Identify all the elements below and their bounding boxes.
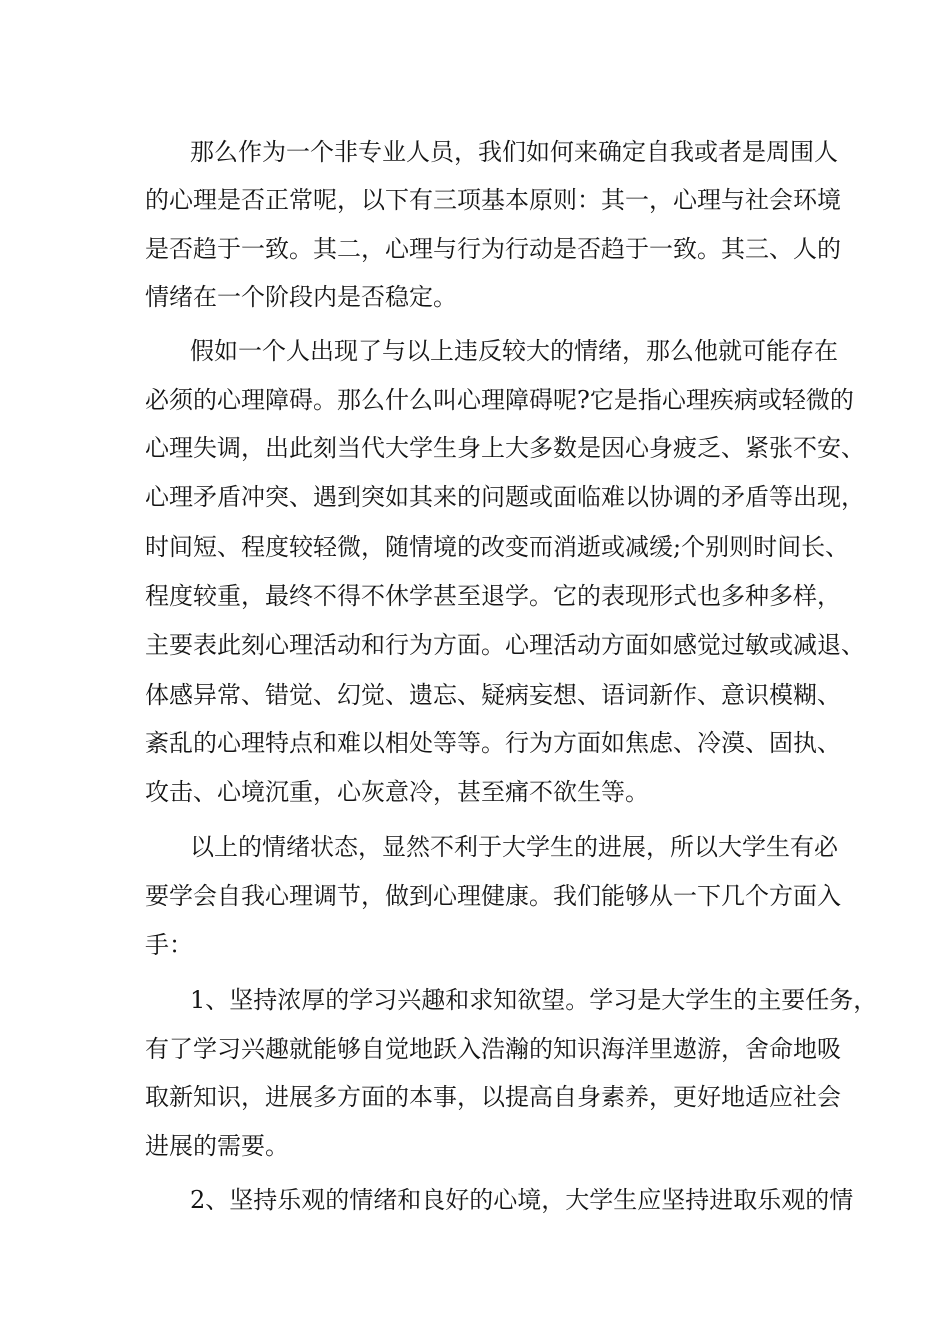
paragraph-3-line-3: 手： xyxy=(145,931,193,959)
paragraph-4-line-1: 1、坚持浓厚的学习兴趣和求知欲望。学习是大学生的主要任务， xyxy=(190,986,878,1014)
paragraph-2-line-9: 紊乱的心理特点和难以相处等等。行为方面如焦虑、冷漠、固执、 xyxy=(145,729,841,757)
paragraph-4-line-3: 取新知识，进展多方面的本事，以提高自身素养，更好地适应社会 xyxy=(145,1083,841,1111)
paragraph-2-line-4: 心理矛盾冲突、遇到突如其来的问题或面临难以协调的矛盾等出现， xyxy=(145,483,865,511)
paragraph-1-line-3: 是否趋于一致。其二，心理与行为行动是否趋于一致。其三、人的 xyxy=(145,235,841,263)
paragraph-3-line-1: 以上的情绪状态，显然不利于大学生的进展，所以大学生有必 xyxy=(190,833,838,861)
paragraph-2-line-1: 假如一个人出现了与以上违反较大的情绪，那么他就可能存在 xyxy=(190,337,838,365)
paragraph-2-line-6: 程度较重，最终不得不休学甚至退学。它的表现形式也多种多样， xyxy=(145,582,841,610)
paragraph-1-line-4: 情绪在一个阶段内是否稳定。 xyxy=(145,283,457,311)
paragraph-2-line-2: 必须的心理障碍。那么什么叫心理障碍呢?它是指心理疾病或轻微的 xyxy=(145,386,854,414)
paragraph-2-line-10: 攻击、心境沉重，心灰意冷，甚至痛不欲生等。 xyxy=(145,778,649,806)
paragraph-2-line-7: 主要表此刻心理活动和行为方面。心理活动方面如感觉过敏或减退、 xyxy=(145,631,865,659)
paragraph-1-line-2: 的心理是否正常呢，以下有三项基本原则：其一，心理与社会环境 xyxy=(145,186,841,214)
paragraph-2-line-5: 时间短、程度较轻微，随情境的改变而消逝或减缓;个别则时间长、 xyxy=(145,533,850,561)
paragraph-2-line-3: 心理失调，出此刻当代大学生身上大多数是因心身疲乏、紧张不安、 xyxy=(145,434,865,462)
paragraph-3-line-2: 要学会自我心理调节，做到心理健康。我们能够从一下几个方面入 xyxy=(145,882,841,910)
paragraph-5-line-1: 2、坚持乐观的情绪和良好的心境，大学生应坚持进取乐观的情 xyxy=(190,1186,854,1214)
paragraph-1-line-1: 那么作为一个非专业人员，我们如何来确定自我或者是周围人 xyxy=(190,138,838,166)
paragraph-2-line-8: 体感异常、错觉、幻觉、遗忘、疑病妄想、语词新作、意识模糊、 xyxy=(145,681,841,709)
paragraph-4-line-2: 有了学习兴趣就能够自觉地跃入浩瀚的知识海洋里遨游，舍命地吸 xyxy=(145,1035,841,1063)
paragraph-4-line-4: 进展的需要。 xyxy=(145,1132,289,1160)
